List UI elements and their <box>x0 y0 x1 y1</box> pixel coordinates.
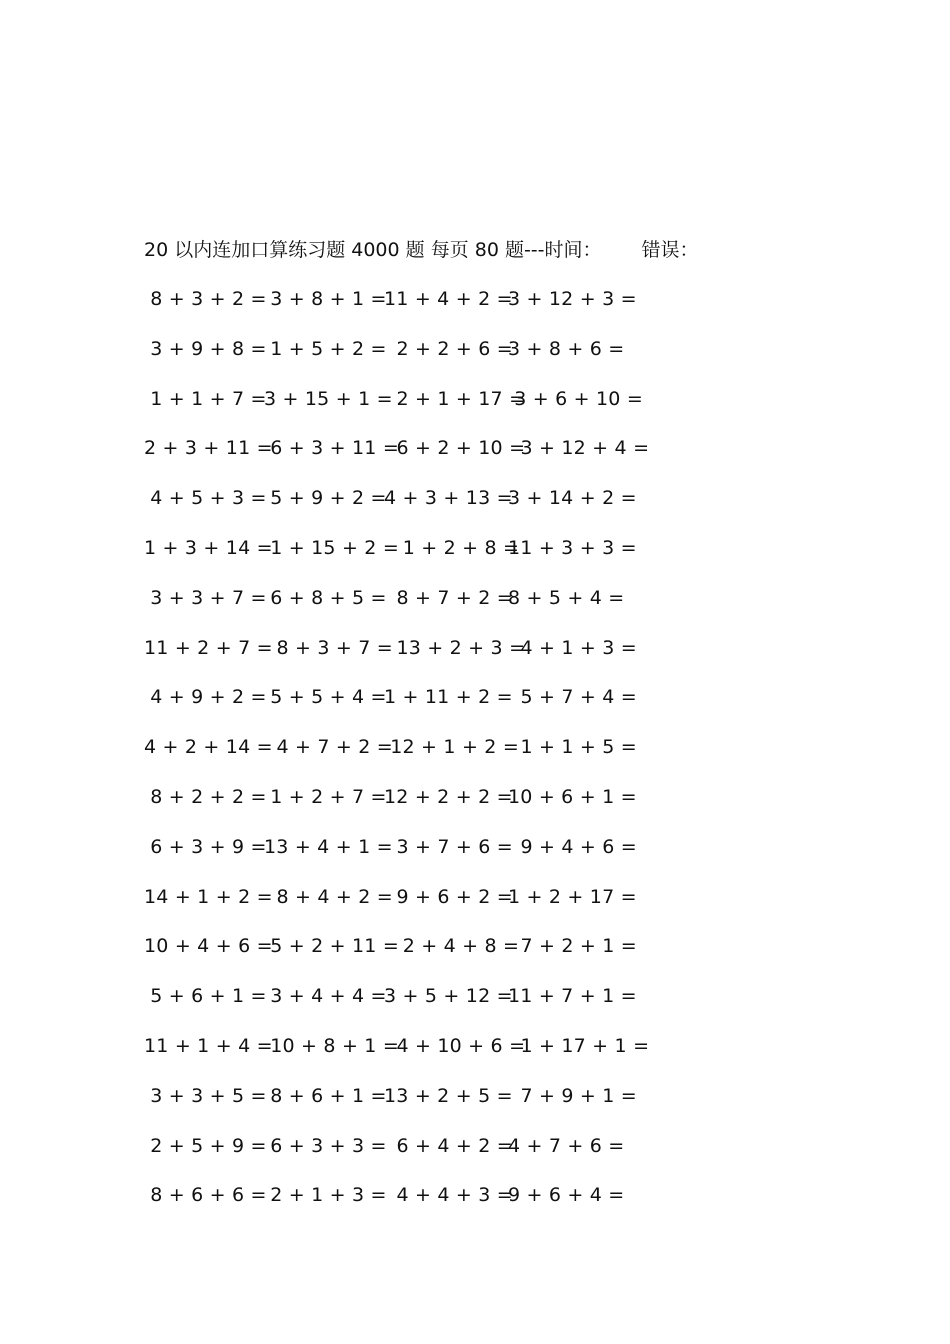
worksheet-header <box>144 236 699 264</box>
problem-item: 7 + 9 + 1 = <box>508 1084 637 1107</box>
problem-item: 11 + 3 + 3 = <box>508 536 637 559</box>
problem-item: 5 + 2 + 11 = <box>264 935 399 958</box>
problem-item: 13 + 2 + 3 = <box>384 636 526 659</box>
problem-item: 3 + 12 + 3 = <box>508 288 637 310</box>
problem-item: 13 + 2 + 5 = <box>384 1084 513 1107</box>
problem-item: 14 + 1 + 2 = <box>144 885 273 908</box>
problem-item: 9 + 4 + 6 = <box>508 835 637 858</box>
problem-item: 11 + 4 + 2 = <box>384 288 513 310</box>
problem-item: 12 + 1 + 2 = <box>384 736 519 759</box>
problem-item: 3 + 7 + 6 = <box>384 835 513 858</box>
problem-item: 1 + 2 + 7 = <box>264 785 387 808</box>
problem-item: 10 + 4 + 6 = <box>144 935 273 958</box>
problem-item: 3 + 14 + 2 = <box>508 487 637 510</box>
problem-item: 2 + 2 + 6 = <box>384 337 513 360</box>
problem-item: 4 + 7 + 2 = <box>264 736 393 759</box>
problem-item: 1 + 3 + 14 = <box>144 536 273 559</box>
problem-item: 4 + 1 + 3 = <box>508 636 637 659</box>
problem-item: 11 + 2 + 7 = <box>144 636 273 659</box>
problem-item: 4 + 3 + 13 = <box>384 487 513 510</box>
problem-item: 8 + 6 + 1 = <box>264 1084 387 1107</box>
problem-item: 2 + 1 + 3 = <box>264 1184 387 1207</box>
problem-item: 1 + 2 + 8 = <box>384 536 520 559</box>
problem-item: 12 + 2 + 2 = <box>384 785 513 808</box>
problem-item: 4 + 5 + 3 = <box>144 487 267 510</box>
problem-item: 9 + 6 + 2 = <box>384 885 513 908</box>
problem-item: 1 + 15 + 2 = <box>264 536 399 559</box>
problem-item: 3 + 8 + 1 = <box>264 288 387 310</box>
problem-item: 8 + 4 + 2 = <box>264 885 393 908</box>
errors-label: 错误： <box>641 239 699 261</box>
problem-item: 5 + 9 + 2 = <box>264 487 387 510</box>
problem-item: 10 + 6 + 1 = <box>508 785 637 808</box>
problem-item: 8 + 3 + 7 = <box>264 636 393 659</box>
problem-item: 3 + 8 + 6 = <box>508 337 625 360</box>
problem-item: 6 + 3 + 11 = <box>264 437 399 460</box>
problem-item: 1 + 1 + 7 = <box>144 387 267 410</box>
problem-item: 1 + 17 + 1 = <box>508 1034 650 1057</box>
problem-item: 6 + 2 + 10 = <box>384 437 526 460</box>
problem-item: 8 + 5 + 4 = <box>508 586 625 609</box>
problem-item: 5 + 7 + 4 = <box>508 686 637 709</box>
problem-item: 4 + 7 + 6 = <box>508 1134 625 1157</box>
problem-item: 2 + 4 + 8 = <box>384 935 520 958</box>
problem-item: 6 + 3 + 3 = <box>264 1134 387 1157</box>
problem-item: 9 + 6 + 4 = <box>508 1184 625 1207</box>
problem-item: 2 + 5 + 9 = <box>144 1134 267 1157</box>
problem-item: 3 + 6 + 10 = <box>508 387 643 410</box>
problem-item: 3 + 15 + 1 = <box>264 387 393 410</box>
problem-item: 11 + 7 + 1 = <box>508 985 637 1008</box>
problem-item: 6 + 3 + 9 = <box>144 835 267 858</box>
problem-item: 8 + 2 + 2 = <box>144 785 267 808</box>
problem-item: 4 + 2 + 14 = <box>144 736 273 759</box>
problem-item: 1 + 11 + 2 = <box>384 686 513 709</box>
problem-item: 6 + 4 + 2 = <box>384 1134 513 1157</box>
problem-item: 11 + 1 + 4 = <box>144 1034 273 1057</box>
problem-item: 5 + 5 + 4 = <box>264 686 387 709</box>
problem-item: 8 + 3 + 2 = <box>144 288 267 310</box>
problem-item: 13 + 4 + 1 = <box>264 835 393 858</box>
problem-item: 2 + 3 + 11 = <box>144 437 273 460</box>
problem-item: 5 + 6 + 1 = <box>144 985 267 1008</box>
problem-item: 4 + 4 + 3 = <box>384 1184 513 1207</box>
problem-item: 3 + 9 + 8 = <box>144 337 267 360</box>
problem-item: 1 + 2 + 17 = <box>508 885 637 908</box>
problem-item: 6 + 8 + 5 = <box>264 586 387 609</box>
problem-item: 3 + 3 + 7 = <box>144 586 267 609</box>
problem-item: 8 + 7 + 2 = <box>384 586 513 609</box>
problem-item: 3 + 12 + 4 = <box>508 437 650 460</box>
problem-item: 4 + 9 + 2 = <box>144 686 267 709</box>
problem-item: 2 + 1 + 17 = <box>384 387 526 410</box>
problem-item: 8 + 6 + 6 = <box>144 1184 267 1207</box>
problem-item: 3 + 3 + 5 = <box>144 1084 267 1107</box>
problem-item: 1 + 1 + 5 = <box>508 736 637 759</box>
problem-item: 3 + 4 + 4 = <box>264 985 387 1008</box>
problem-item: 4 + 10 + 6 = <box>384 1034 526 1057</box>
problem-item: 10 + 8 + 1 = <box>264 1034 399 1057</box>
problem-item: 1 + 5 + 2 = <box>264 337 387 360</box>
problem-item: 7 + 2 + 1 = <box>508 935 637 958</box>
worksheet-title: 20 以内连加口算练习题 4000 题 每页 80 题---时间： <box>144 239 602 261</box>
problem-item: 3 + 5 + 12 = <box>384 985 513 1008</box>
